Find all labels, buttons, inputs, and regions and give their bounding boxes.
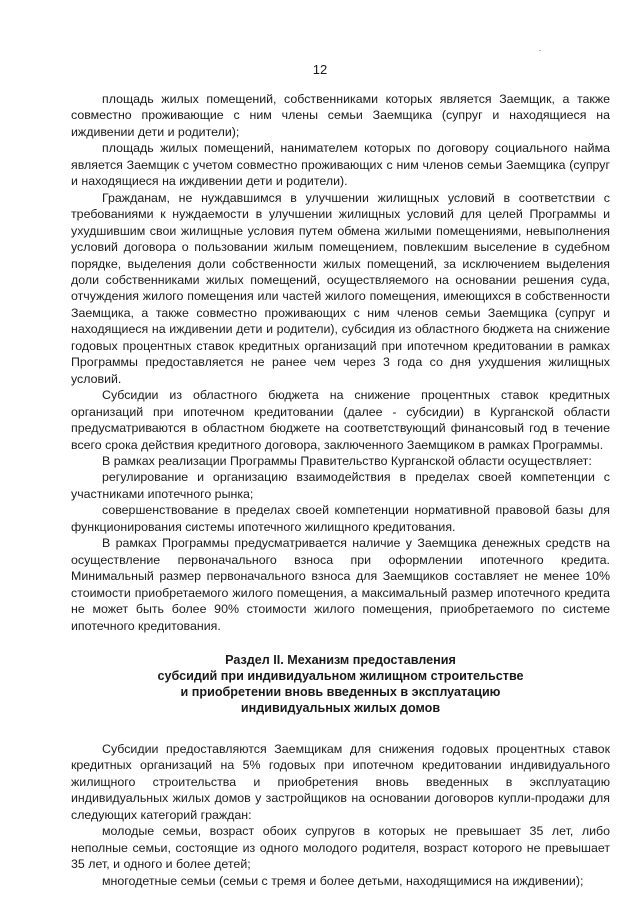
section-title-line: Раздел II. Механизм предоставления [225, 652, 456, 667]
section-title-line: индивидуальных жилых домов [240, 700, 441, 715]
scan-artifact [539, 50, 541, 51]
paragraph: Гражданам, не нуждавшимся в улучшении жилищных условий в соответствии с требованиями к нуждаемости в улучшении жилищных условий для целей Программы и ухудшившим свои жилищные условия путем обмена жилыми помещениями, невыполнения условий договора о пользовании жилым помещением, повлекшим выселение в судебном порядке, выделения доли собственности жилых помещений, за исключением выделения доли собственниками жилых помещений, осуществляемого на основании решения суда, отчуждения жилого помещения или частей жилого помещения, имеющихся в собственности Заемщика, а также совместно проживающих с ним членов семьи Заемщика (супруг и находящиеся на иждивении дети и родители), субсидия из областного бюджета на снижение годовых процентных ставок кредитных организаций при ипотечном кредитовании в рамках Программы предоставляется не ранее чем через 3 года со дня ухудшения жилищных условий. [71, 190, 610, 386]
paragraph: В рамках реализации Программы Правительство Курганской области осуществляет: [102, 453, 592, 468]
section-title [71, 652, 610, 716]
paragraph: молодые семьи, возраст обоих супругов в которых не превышает 35 лет, либо неполные семьи, состоящие из одного молодого родителя, возраст которого не превышает 35 лет, и одного и более детей; [71, 824, 610, 872]
paragraph: площадь жилых помещений, нанимателем которых по договору социального найма является Заемщик с учетом совместно проживающих с ним членов семьи Заемщика (супруг и находящиеся на иждивении дети и родители). [71, 141, 610, 189]
document-body [71, 91, 610, 889]
paragraph: совершенствование в пределах своей компетенции нормативной правовой базы для функционирования системы ипотечного жилищного кредитования. [71, 503, 610, 534]
paragraph: В рамках Программы предусматривается наличие у Заемщика денежных средств на осуществление первоначального взноса при оформлении ипотечного кредита. Минимальный размер первоначального взноса для Заемщиков составляет не менее 10% стоимости приобретаемого жилого помещения, а максимальный размер ипотечного кредита не может быть более 90% стоимости жилого помещения, приобретаемого по системе ипотечного кредитования. [71, 536, 610, 633]
page-number: 12 [312, 62, 328, 77]
section-title-line: и приобретении вновь введенных в эксплуатацию [180, 684, 501, 699]
paragraph: Субсидии из областного бюджета на снижение процентных ставок кредитных организаций при ипотечном кредитовании (далее - субсидии) в Курганской области предусматриваются в областном бюджете на соответствующий финансовый год в течение всего срока действия кредитного договора, заключенного Заемщиком в рамках Программы. [71, 388, 610, 452]
section-title-line: субсидий при индивидуальном жилищном строительстве [157, 668, 524, 683]
paragraph: площадь жилых помещений, собственниками которых является Заемщик, а также совместно проживающие с ним члены семьи Заемщика (супруг и находящиеся на иждивении дети и родители); [71, 92, 610, 139]
paragraph: Субсидии предоставляются Заемщикам для снижения годовых процентных ставок кредитных организаций на 5% годовых при ипотечном кредитовании индивидуального жилищного строительства и приобретения вновь введенных в эксплуатацию индивидуальных жилых домов у застройщиков на основании договоров купли-продажи для следующих категорий граждан: [71, 741, 610, 822]
paragraph: многодетные семьи (семьи с тремя и более детьми, находящимися на иждивении); [102, 873, 584, 888]
paragraph: регулирование и организацию взаимодействия в пределах своей компетенции с участниками ипотечного рынка; [71, 470, 610, 501]
